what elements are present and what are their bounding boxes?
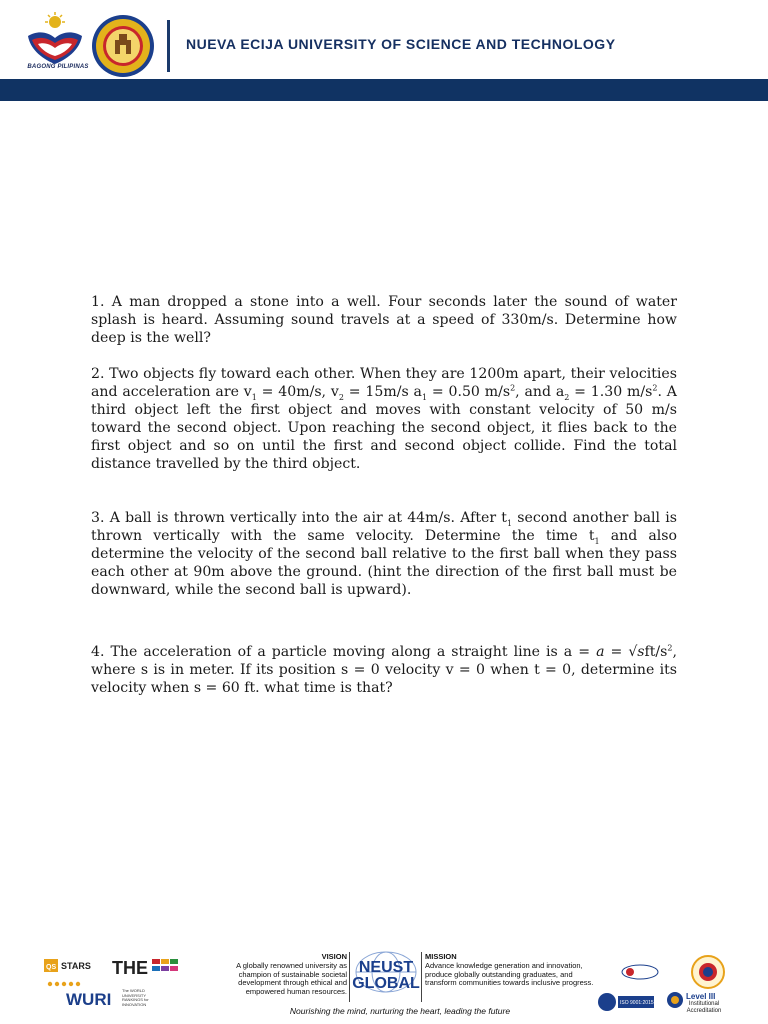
subscript: 2 bbox=[564, 392, 570, 402]
problem-text: A ball is thrown vertically into the air at 44m/s. After t bbox=[109, 510, 507, 526]
problem-text: The acceleration of a particle moving along a straight line is a = bbox=[110, 644, 597, 660]
level-subtitle: Institutional Accreditation bbox=[686, 1001, 722, 1014]
superscript: 2 bbox=[510, 383, 516, 393]
problem-text: A man dropped a stone into a well. Four seconds later the sound of water splash is heard. Assuming sound travels at a speed of 330m/s. Determine how deep is the well? bbox=[91, 294, 677, 346]
rating-stars-icon bbox=[46, 981, 116, 987]
global-word: GLOBAL bbox=[352, 975, 420, 992]
problem-number: 3. bbox=[91, 510, 105, 526]
subscript: 1 bbox=[506, 518, 513, 528]
problem-number: 2. bbox=[91, 366, 105, 382]
university-seal-icon bbox=[91, 14, 155, 78]
problem-2 bbox=[91, 365, 677, 473]
problem-3 bbox=[91, 509, 677, 599]
the-impact-rankings-logo bbox=[112, 956, 184, 978]
neust-word: NEUST bbox=[358, 959, 414, 976]
problem-number: 1. bbox=[91, 294, 105, 310]
problem-text: ft/s bbox=[644, 644, 668, 660]
accreditation-badges bbox=[618, 954, 728, 990]
svg-text:THE: THE bbox=[112, 958, 148, 978]
qs-label: STARS bbox=[61, 961, 91, 971]
subscript: 2 bbox=[338, 392, 344, 402]
problem-text: and also determine the velocity of the second ball relative to the first ball when they pass each other at 90m above the ground. (hint the direction of the first ball must be downward, while the second ball is upward). bbox=[91, 528, 677, 598]
problem-text: = 15m/s a bbox=[343, 384, 422, 400]
superscript: 2 bbox=[652, 383, 658, 393]
subscript: 1 bbox=[594, 536, 600, 546]
problem-text: = 0.50 m/s bbox=[427, 384, 511, 400]
iso-certification-badge bbox=[596, 991, 656, 1013]
problem-4 bbox=[91, 643, 677, 697]
problem-1 bbox=[91, 293, 677, 347]
footer-divider bbox=[349, 952, 350, 1002]
problem-text: , where s is in meter. If its position s = 0 velocity v = 0 when t = 0, determine its velocity when s = 60 ft. what time is that? bbox=[91, 644, 677, 696]
page-header bbox=[0, 0, 768, 101]
problem-number: 4. bbox=[91, 644, 105, 660]
wuri-logo: WURI bbox=[66, 990, 112, 1009]
svg-text:ISO 9001:2015: ISO 9001:2015 bbox=[620, 1000, 654, 1006]
header-band bbox=[0, 79, 768, 101]
svg-text:QS: QS bbox=[46, 964, 57, 971]
page-footer bbox=[0, 940, 768, 1024]
university-name: NUEVA ECIJA UNIVERSITY OF SCIENCE AND TECHNOLOGY bbox=[186, 36, 616, 52]
qs-stars-badge bbox=[44, 957, 102, 975]
subscript: 1 bbox=[421, 392, 428, 402]
problem-text: , and a bbox=[515, 384, 565, 400]
problem-text: = 1.30 m/s bbox=[569, 384, 653, 400]
math-expression: a = √s bbox=[596, 644, 645, 660]
mission-text: Advance knowledge generation and innovation, produce globally outstanding graduates, and transform communities towards inclusive progress. bbox=[425, 961, 594, 988]
problem-text: Two objects fly toward each other. When they are 1200m apart, their velocities and acceleration are v bbox=[91, 366, 677, 400]
problem-text: = 40m/s, v bbox=[256, 384, 339, 400]
problem-text: . A third object left the first object and moves with constant velocity of 50 m/s toward the second object. Upon reaching the second object, it flies back to the first object and so on until the first and second object collide. Find the total distance travelled by the third object. bbox=[91, 384, 677, 472]
vision-text: A globally renowned university as champion of sustainable societal development through ethical and empowered human resources. bbox=[236, 961, 347, 996]
logo-caption: BAGONG PILIPINAS bbox=[27, 64, 89, 70]
vision-block bbox=[205, 952, 347, 996]
vision-title: VISION bbox=[321, 952, 347, 961]
superscript: 2 bbox=[667, 643, 673, 653]
subscript: 1 bbox=[251, 392, 257, 402]
mission-block bbox=[425, 952, 597, 988]
header-divider bbox=[167, 20, 170, 72]
wuri-subtitle: The WORLD UNIVERSITY RANKINGS for INNOVATION bbox=[122, 988, 149, 1007]
mission-title: MISSION bbox=[425, 952, 457, 961]
footer-divider bbox=[421, 952, 422, 1002]
problem-text: second another ball is thrown vertically with the same velocity. Determine the time t bbox=[91, 510, 678, 544]
level-title: Level III bbox=[686, 992, 716, 1001]
footer-tagline: Nourishing the mind, nurturing the heart, leading the future bbox=[289, 1006, 511, 1016]
